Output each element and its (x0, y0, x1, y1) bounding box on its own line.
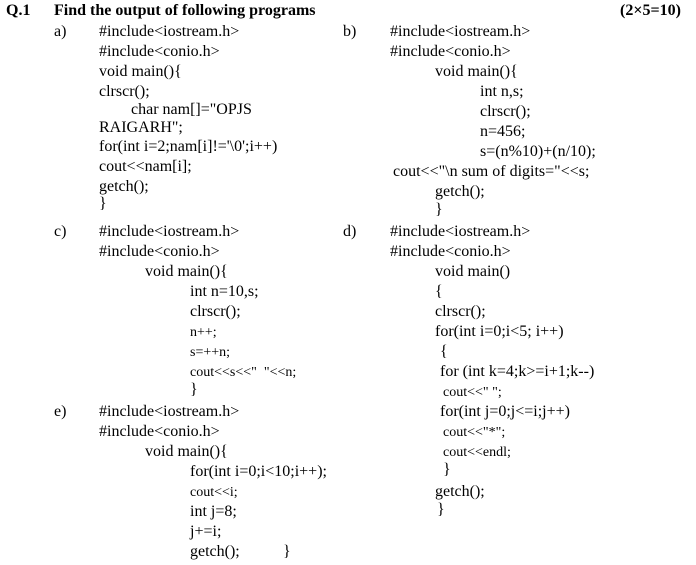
part-b-label: b) (343, 23, 357, 40)
code-line: n=456; (480, 123, 526, 140)
code-line: void main(){ (435, 63, 518, 80)
code-line: } (443, 461, 451, 478)
code-line: #include<conio.h> (390, 243, 511, 260)
code-line: #include<iostream.h> (99, 23, 240, 40)
code-line: getch(); (435, 183, 485, 200)
marks-label: (2×5=10) (620, 2, 681, 19)
code-line: j+=i; (190, 523, 222, 540)
code-line: getch(); (435, 483, 485, 500)
question-title: Find the output of following programs (54, 2, 316, 19)
code-line: cout<<" "; (443, 385, 502, 400)
code-line: #include<conio.h> (390, 43, 511, 60)
code-line: cout<<endl; (443, 445, 511, 460)
code-line: } (99, 195, 107, 212)
code-line: for(int i=2;nam[i]!='\0';i++) (99, 138, 278, 155)
code-line: void main(){ (145, 443, 228, 460)
code-line: #include<iostream.h> (99, 403, 240, 420)
code-line: #include<conio.h> (99, 423, 220, 440)
code-line: clrscr(); (480, 103, 531, 120)
code-line: for(int j=0;j<=i;j++) (440, 403, 570, 420)
question-number: Q.1 (6, 2, 31, 19)
code-line: } (437, 501, 445, 518)
code-line: cout<<"\n sum of digits="<<s; (393, 163, 590, 180)
code-line: clrscr(); (435, 303, 486, 320)
code-line: for(int i=0;i<5; i++) (435, 323, 564, 340)
code-line: clrscr(); (190, 303, 241, 320)
part-e-label: e) (54, 403, 67, 420)
code-line: getch(); (99, 178, 149, 195)
code-line: } (190, 381, 198, 398)
code-line: } (435, 201, 443, 218)
code-line: RAIGARH"; (99, 119, 183, 136)
part-a-label: a) (54, 23, 67, 40)
code-line: void main(){ (145, 263, 228, 280)
code-line: int n=10,s; (190, 283, 259, 300)
code-line: #include<iostream.h> (99, 223, 240, 240)
code-line: int j=8; (190, 503, 237, 520)
code-line: cout<<s<<" "<<n; (190, 365, 297, 380)
code-line: cout<<i; (190, 485, 238, 500)
code-line: } (283, 543, 291, 560)
code-line: void main() (435, 263, 511, 280)
code-line: cout<<nam[i]; (99, 158, 192, 175)
code-line: n++; (190, 325, 217, 340)
code-line: { (440, 343, 448, 360)
code-line: for(int i=0;i<10;i++); (190, 463, 327, 480)
code-line: { (435, 283, 443, 300)
code-line: char nam[]="OPJS (131, 101, 252, 118)
code-line: getch(); (190, 543, 240, 560)
code-line: #include<conio.h> (99, 243, 220, 260)
code-line: #include<iostream.h> (390, 23, 531, 40)
code-line: void main(){ (99, 63, 182, 80)
part-c-label: c) (54, 223, 67, 240)
code-line: int n,s; (480, 83, 524, 100)
part-d-label: d) (343, 223, 357, 240)
code-line: #include<conio.h> (99, 43, 220, 60)
code-line: #include<iostream.h> (390, 223, 531, 240)
code-line: cout<<"*"; (443, 425, 506, 440)
code-line: s=++n; (190, 345, 231, 360)
code-line: for (int k=4;k>=i+1;k--) (440, 363, 595, 380)
code-line: s=(n%10)+(n/10); (480, 143, 596, 160)
code-line: clrscr(); (99, 83, 150, 100)
